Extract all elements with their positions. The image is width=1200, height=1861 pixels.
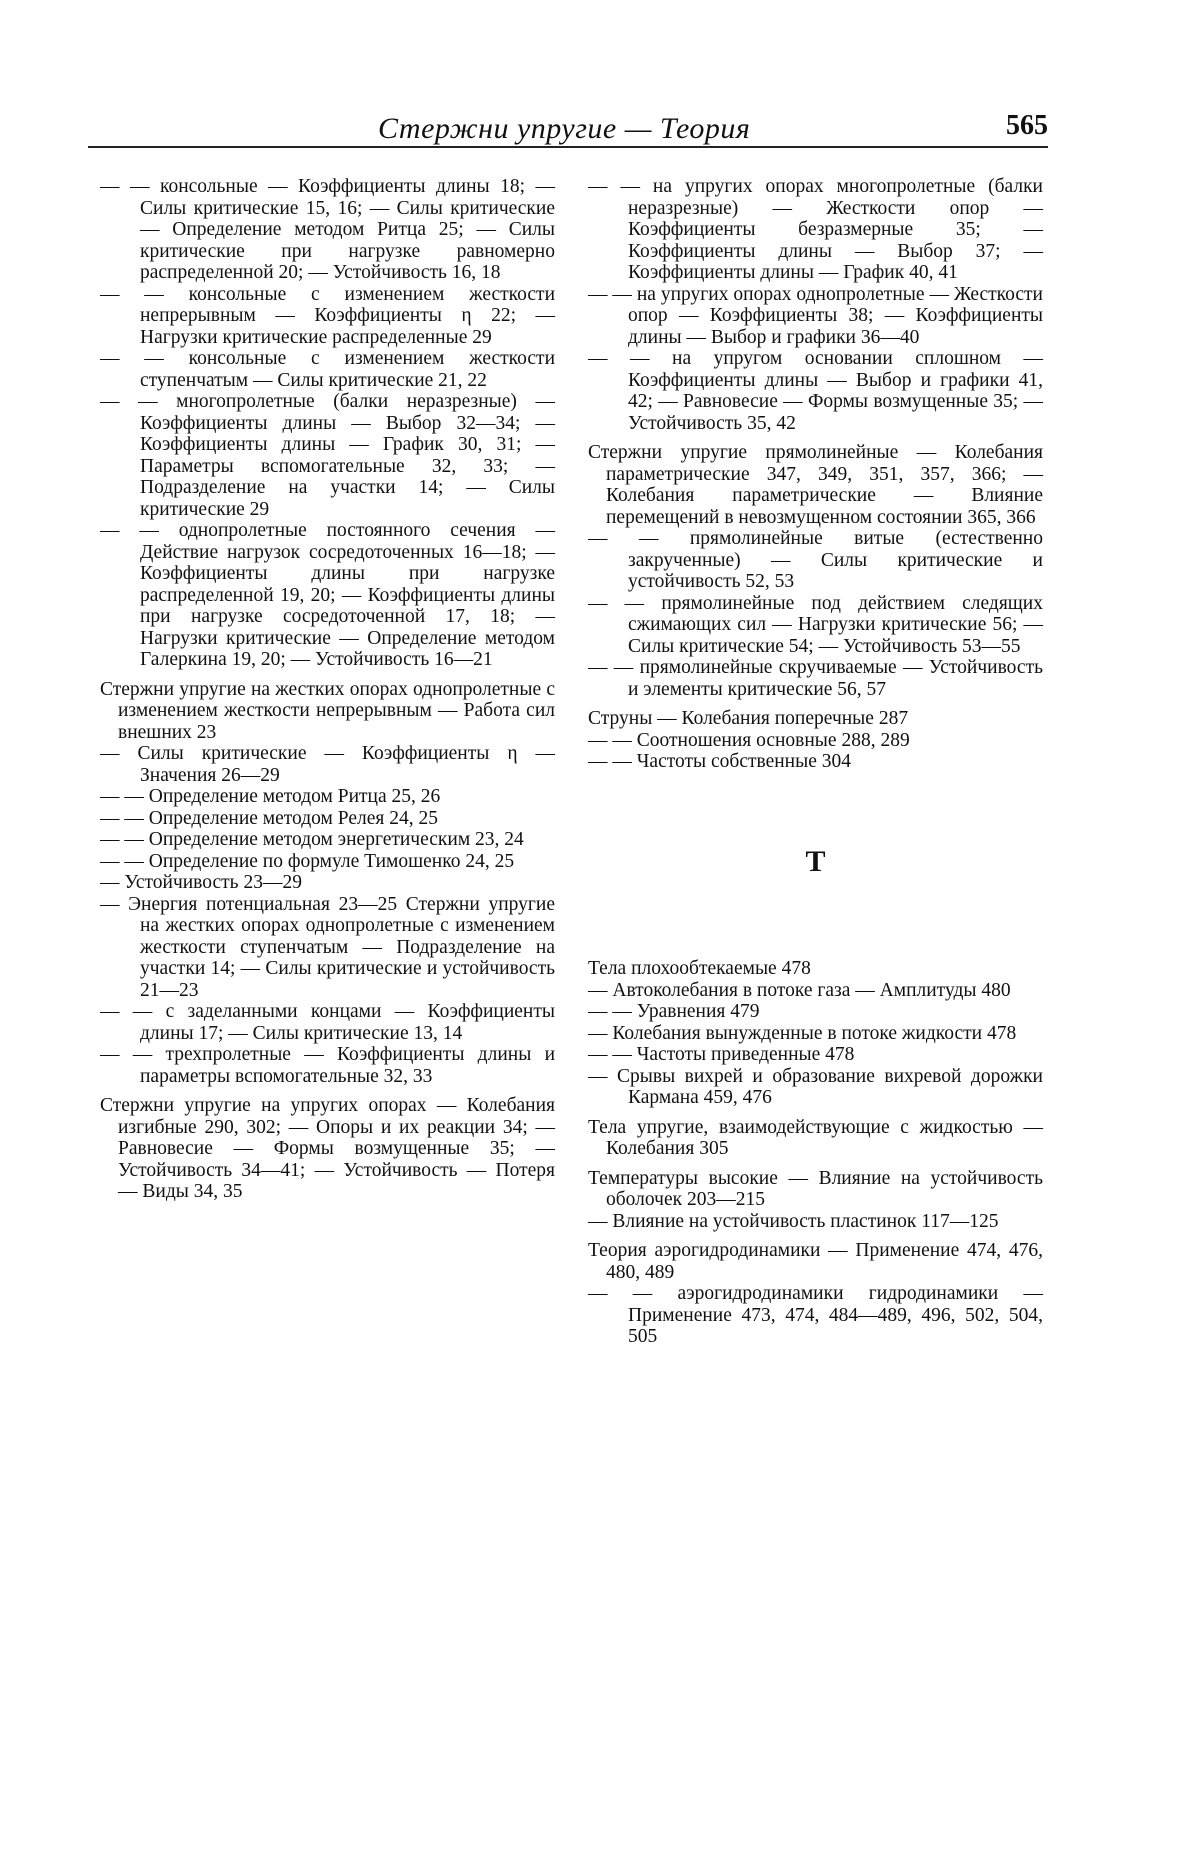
right-column <box>588 176 1043 1348</box>
page-header <box>88 108 1048 148</box>
index-subentry: — Энергия потенциальная 23—25 Стержни упругие на жестких опорах однопролетные с изменением жесткости ступенчатым — Подразделение на участки 14; — Силы критические и устойчивость 21—23 <box>100 893 555 1001</box>
header-rule <box>88 146 1048 148</box>
index-subentry: — Устойчивость 23—29 <box>100 872 302 893</box>
index-subentry: — Силы критические — Коэффициенты η — Значения 26—29 <box>100 743 555 786</box>
index-subentry: — — прямолинейные витые (естественно закрученные) — Силы критические и устойчивость 52, 53 <box>588 528 1043 592</box>
index-entry-main: Стержни упругие прямолинейные — Колебания параметрические 347, 349, 351, 357, 366; — Колебания параметрические — Влияние перемещений в невозмущенном состоянии 365, 366 <box>588 442 1043 528</box>
index-subentry: — Колебания вынужденные в потоке жидкости 478 <box>588 1022 1017 1044</box>
index-subentry: — — прямолинейные под действием следящих сжимающих сил — Нагрузки критические 56; — Силы критические 54; — Устойчивость 53—55 <box>588 592 1043 657</box>
index-subentry: — — однопролетные постоянного сечения — Действие нагрузок сосредоточенных 16—18; — Коэффициенты длины при нагрузке распределенной 19, 20; — Коэффициенты длины при нагрузке сосредоточенной 17, 18; — Нагрузки критические — Определение методом Галеркина 19, 20; — Устойчивость 16—21 <box>100 520 555 670</box>
index-subentry: — — с заделанными концами — Коэффициенты длины 17; — Силы критические 13, 14 <box>100 1001 555 1044</box>
index-subentry: — — трехпролетные — Коэффициенты длины и параметры вспомогательные 32, 33 <box>100 1044 555 1087</box>
section-letter: Т <box>805 844 826 878</box>
index-subentry: — — Определение методом Релея 24, 25 <box>100 807 438 829</box>
index-subentry: — — консольные с изменением жесткости непрерывным — Коэффициенты η 22; — Нагрузки критические распределенные 29 <box>100 283 555 348</box>
index-subentry: — — аэрогидродинамики гидродинамики — Применение 473, 474, 484—489, 496, 502, 504, 505 <box>588 1283 1043 1347</box>
index-entry-main: Теория аэрогидродинамики — Применение 474, 476, 480, 489 <box>588 1240 1043 1283</box>
left-column <box>100 176 555 1203</box>
index-entry-main: Тела упругие, взаимодействующие с жидкостью — Колебания 305 <box>588 1116 1043 1159</box>
index-subentry: — Срывы вихрей и образование вихревой дорожки Кармана 459, 476 <box>588 1065 1043 1108</box>
index-subentry: — — консольные с изменением жесткости ступенчатым — Силы критические 21, 22 <box>100 348 555 391</box>
index-subentry: — — многопролетные (балки неразрезные) — Коэффициенты длины — Выбор 32—34; — Коэффициенты длины — График 30, 31; — Параметры вспомогательные 32, 33; — Подразделение на участки 14; — Силы критические 29 <box>100 391 555 520</box>
index-subentry: — — Уравнения 479 <box>588 1001 760 1022</box>
index-entry-main: Стержни упругие на жестких опорах однопролетные с изменением жесткости непрерывным — Работа сил внешних 23 <box>100 678 555 743</box>
index-subentry: — — Частоты приведенные 478 <box>588 1044 855 1065</box>
index-subentry: — — Соотношения основные 288, 289 <box>588 729 910 751</box>
page-number: 565 <box>1006 110 1048 141</box>
index-subentry: — — Определение по формуле Тимошенко 24, 25 <box>100 850 515 872</box>
index-subentry: — — прямолинейные скручиваемые — Устойчивость и элементы критические 56, 57 <box>588 657 1043 700</box>
index-subentry: — — Определение методом энергетическим 23, 24 <box>100 829 524 850</box>
index-subentry: — — на упругих опорах многопролетные (балки неразрезные) — Жесткости опор — Коэффициенты безразмерные 35; — Коэффициенты длины — Выбор 37; — Коэффициенты длины — График 40, 41 <box>588 176 1043 283</box>
index-subentry: — Автоколебания в потоке газа — Амплитуды 480 <box>588 979 1011 1001</box>
index-subentry: — Влияние на устойчивость пластинок 117—125 <box>588 1210 999 1232</box>
index-entry-main: Стержни упругие на упругих опорах — Колебания изгибные 290, 302; — Опоры и их реакции 34; — Равновесие — Формы возмущенные 35; — Устойчивость 34—41; — Устойчивость — Потеря — Виды 34, 35 <box>100 1095 555 1202</box>
index-subentry: — — Определение методом Ритца 25, 26 <box>100 786 441 807</box>
index-entry-main: Струны — Колебания поперечные 287 <box>588 708 909 729</box>
index-subentry: — — на упругих опорах однопролетные — Жесткости опор — Коэффициенты 38; — Коэффициенты длины — Выбор и графики 36—40 <box>588 283 1043 348</box>
index-entry-main: Тела плохообтекаемые 478 <box>588 958 811 979</box>
index-entry-main: Температуры высокие — Влияние на устойчивость оболочек 203—215 <box>588 1167 1043 1210</box>
index-subentry: — — на упругом основании сплошном — Коэффициенты длины — Выбор и графики 41, 42; — Равновесие — Формы возмущенные 35; — Устойчивость 35, 42 <box>588 348 1043 434</box>
index-subentry: — — консольные — Коэффициенты длины 18; — Силы критические 15, 16; — Силы критические — Определение методом Ритца 25; — Силы критические при нагрузке равномерно распределенной 20; — Устойчивость 16, 18 <box>100 176 555 283</box>
index-subentry: — — Частоты собственные 304 <box>588 751 851 772</box>
running-title: Стержни упругие — Теория <box>378 112 751 145</box>
